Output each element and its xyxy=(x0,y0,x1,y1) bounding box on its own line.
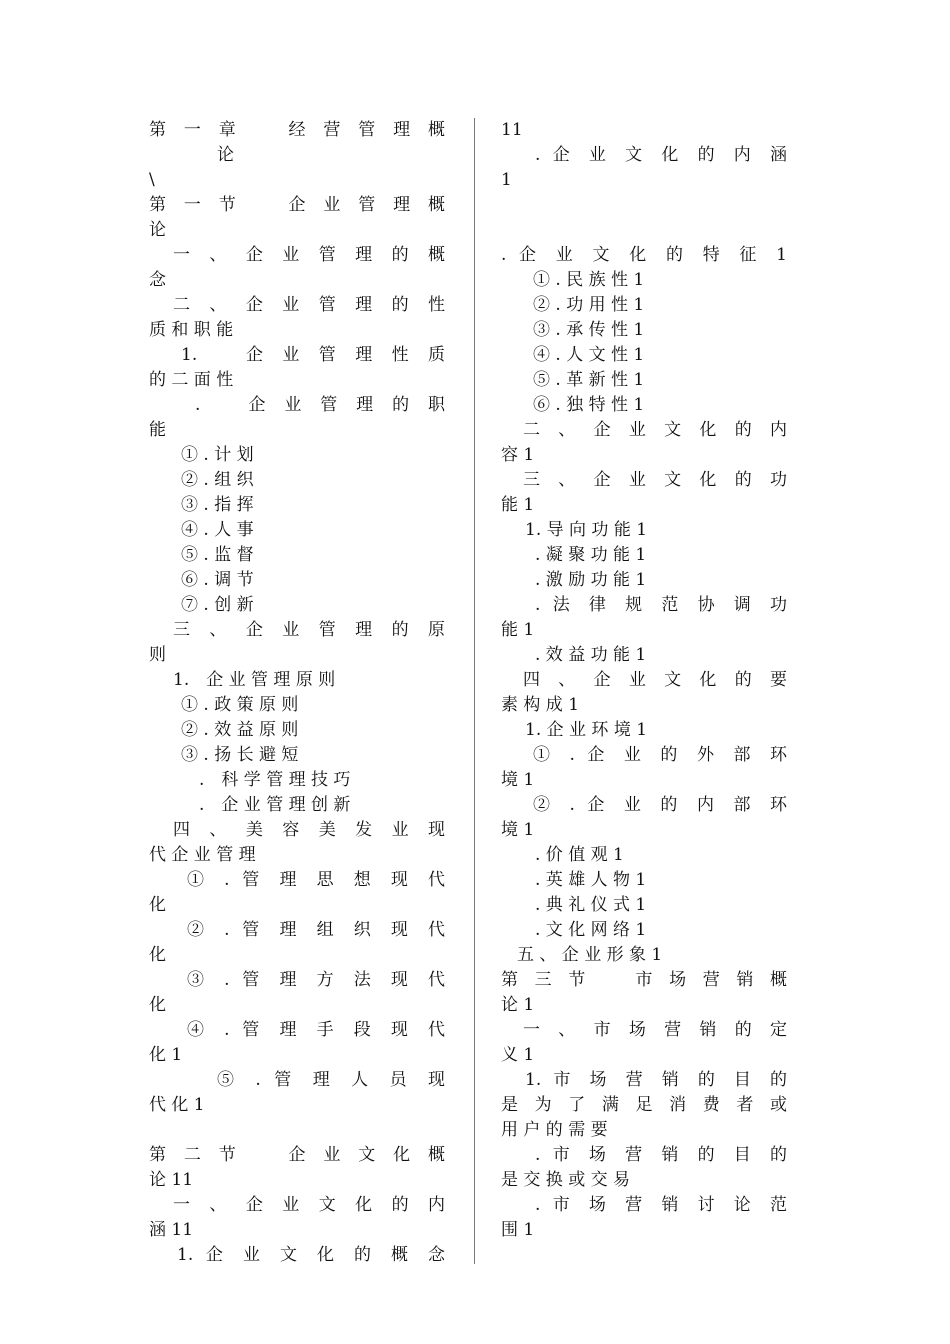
toc-line: 是 为 了 满 足 消 费 者 或 xyxy=(501,1095,787,1115)
toc-line: 则 xyxy=(149,645,166,665)
toc-line: ① . 政 策 原 则 xyxy=(181,695,299,715)
toc-line: 二 、 企 业 管 理 的 性 xyxy=(173,295,445,315)
toc-line: 论 xyxy=(217,145,234,165)
toc-line: ⑤ . 管 理 人 员 现 xyxy=(217,1070,445,1090)
toc-line: . 典 礼 仪 式 1 xyxy=(535,895,647,915)
toc-line: ② . 企 业 的 内 部 环 xyxy=(533,795,787,815)
toc-line: ① . 计 划 xyxy=(181,445,254,465)
toc-line: 三 、 企 业 管 理 的 原 xyxy=(173,620,445,640)
toc-line: . 市 场 营 销 的 目 的 xyxy=(535,1145,787,1165)
toc-line: . 效 益 功 能 1 xyxy=(535,645,647,665)
toc-left-column xyxy=(149,118,445,1268)
toc-line: . 科 学 管 理 技 巧 xyxy=(199,770,351,790)
toc-line: 念 xyxy=(149,270,166,290)
toc-line: 涵 11 xyxy=(149,1220,194,1240)
toc-line: ① . 管 理 思 想 现 代 xyxy=(187,870,445,890)
toc-line: ① . 企 业 的 外 部 环 xyxy=(533,745,787,765)
toc-line: ⑤ . 革 新 性 1 xyxy=(533,370,645,390)
toc-line: 一 、 企 业 文 化 的 内 xyxy=(173,1195,445,1215)
toc-line: . 价 值 观 1 xyxy=(535,845,624,865)
toc-line xyxy=(501,218,787,243)
toc-line: . 激 励 功 能 1 xyxy=(535,570,647,590)
toc-line: 四 、 企 业 文 化 的 要 xyxy=(523,670,787,690)
toc-line: 是 交 换 或 交 易 xyxy=(501,1170,631,1190)
toc-line: ③ . 扬 长 避 短 xyxy=(181,745,299,765)
toc-line: ③ . 管 理 方 法 现 代 xyxy=(187,970,445,990)
toc-line: ⑥ . 独 特 性 1 xyxy=(533,395,645,415)
toc-line: ④ . 人 事 xyxy=(181,520,254,540)
toc-line: 化 xyxy=(149,895,166,915)
toc-line: 素 构 成 1 xyxy=(501,695,580,715)
toc-line: 1. 企 业 环 境 1 xyxy=(525,720,648,740)
toc-line: 1. 市 场 营 销 的 目 的 xyxy=(525,1070,787,1090)
toc-line: 第 二 节 企 业 文 化 概 xyxy=(149,1145,445,1165)
toc-line: . 企 业 管 理 的 职 xyxy=(195,395,445,415)
toc-line: 1. 企 业 文 化 的 概 念 xyxy=(177,1245,445,1265)
toc-line: ① . 民 族 性 1 xyxy=(533,270,645,290)
toc-line: ② . 功 用 性 1 xyxy=(533,295,645,315)
toc-line: 第 一 节 企 业 管 理 概 xyxy=(149,195,445,215)
toc-line: 容 1 xyxy=(501,445,535,465)
toc-line: . 企 业 管 理 创 新 xyxy=(199,795,351,815)
toc-line: 一 、 市 场 营 销 的 定 xyxy=(523,1020,787,1040)
toc-line: 代 企 业 管 理 xyxy=(149,845,256,865)
toc-line: 1. 企 业 管 理 原 则 xyxy=(173,670,336,690)
toc-line: ④ . 管 理 手 段 现 代 xyxy=(187,1020,445,1040)
toc-line: . 市 场 营 销 讨 论 范 xyxy=(535,1195,787,1215)
toc-line: \ xyxy=(149,170,155,190)
toc-line: 义 1 xyxy=(501,1045,535,1065)
toc-line: 能 1 xyxy=(501,620,535,640)
toc-line: . 法 律 规 范 协 调 功 xyxy=(535,595,787,615)
toc-line: 第 一 章 经 营 管 理 概 xyxy=(149,120,445,140)
toc-line: 质 和 职 能 xyxy=(149,320,234,340)
toc-line: 论 11 xyxy=(149,1170,194,1190)
toc-line: 11 xyxy=(501,120,523,140)
toc-line: 1. 企 业 管 理 性 质 xyxy=(181,345,445,365)
toc-line: 一 、 企 业 管 理 的 概 xyxy=(173,245,445,265)
toc-line: 代 化 1 xyxy=(149,1095,205,1115)
toc-line: 五 、 企 业 形 象 1 xyxy=(517,945,663,965)
toc-line xyxy=(501,193,787,218)
toc-line: 能 xyxy=(149,420,166,440)
toc-line: 化 1 xyxy=(149,1045,183,1065)
column-divider xyxy=(474,118,475,1264)
toc-line: ② . 组 织 xyxy=(181,470,254,490)
toc-right-column xyxy=(501,118,787,1243)
toc-line: 境 1 xyxy=(501,820,535,840)
toc-line: ③ . 承 传 性 1 xyxy=(533,320,645,340)
toc-line: 的 二 面 性 xyxy=(149,370,234,390)
toc-line: . 企 业 文 化 的 特 征 1 xyxy=(501,245,787,265)
toc-line: . 文 化 网 络 1 xyxy=(535,920,647,940)
toc-line: 论 1 xyxy=(501,995,535,1015)
toc-line: 用 户 的 需 要 xyxy=(501,1120,608,1140)
toc-line: . 企 业 文 化 的 内 涵 xyxy=(535,145,787,165)
toc-line: 能 1 xyxy=(501,495,535,515)
toc-line: 四 、 美 容 美 发 业 现 xyxy=(173,820,445,840)
toc-line: 化 xyxy=(149,945,166,965)
toc-line: ⑦ . 创 新 xyxy=(181,595,254,615)
toc-line: 三 、 企 业 文 化 的 功 xyxy=(523,470,787,490)
toc-line: 境 1 xyxy=(501,770,535,790)
toc-line: ② . 效 益 原 则 xyxy=(181,720,299,740)
toc-line: 论 xyxy=(149,220,166,240)
toc-line: . 凝 聚 功 能 1 xyxy=(535,545,647,565)
toc-line: 化 xyxy=(149,995,166,1015)
toc-line: ④ . 人 文 性 1 xyxy=(533,345,645,365)
toc-line: ⑥ . 调 节 xyxy=(181,570,254,590)
toc-line: 围 1 xyxy=(501,1220,535,1240)
toc-line: . 英 雄 人 物 1 xyxy=(535,870,647,890)
toc-line: 1. 导 向 功 能 1 xyxy=(525,520,648,540)
toc-line: ③ . 指 挥 xyxy=(181,495,254,515)
toc-line: ⑤ . 监 督 xyxy=(181,545,254,565)
toc-line: ② . 管 理 组 织 现 代 xyxy=(187,920,445,940)
toc-line: 二 、 企 业 文 化 的 内 xyxy=(523,420,787,440)
toc-line xyxy=(149,1118,445,1143)
toc-line: 1 xyxy=(501,170,512,190)
toc-line: 第 三 节 市 场 营 销 概 xyxy=(501,970,787,990)
